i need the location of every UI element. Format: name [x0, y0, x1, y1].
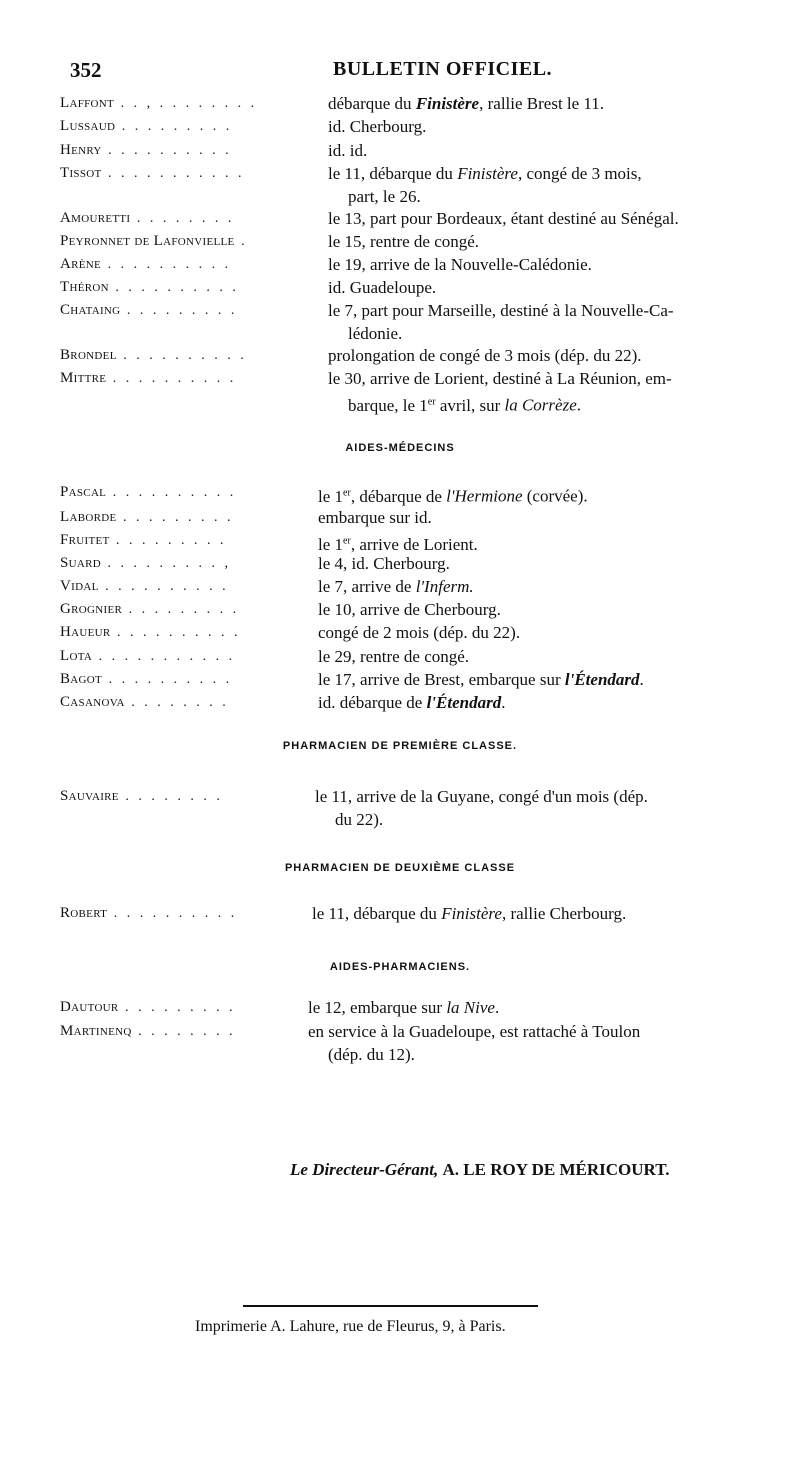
list-item	[60, 230, 770, 253]
section-title-aides-medecins: AIDES-MÉDECINS	[345, 442, 455, 454]
list-item	[60, 575, 770, 598]
list-item	[60, 1020, 770, 1066]
text-run: prolongation de congé de 3 mois (dép. du 22).	[328, 346, 642, 365]
list-item	[60, 785, 770, 831]
entry-description	[328, 253, 592, 276]
entry-name-text: Martinenq	[60, 1023, 132, 1039]
ship-name: l'Hermione	[446, 486, 523, 506]
entry-description	[318, 668, 644, 691]
entry-description	[312, 902, 626, 925]
entry-description	[328, 344, 642, 367]
leader-dots: . . , . . . . . . . .	[114, 96, 258, 111]
text-run: embarque sur id.	[318, 508, 432, 527]
text-run: le 7, arrive de	[318, 577, 416, 596]
leader-dots: . . . . . . . . . . .	[101, 166, 245, 181]
text-run: , rallie Brest le 11.	[479, 94, 605, 113]
text-run: barque, le 1er avril, sur	[348, 395, 505, 415]
leader-dots: . . . . . . . . . .	[102, 672, 233, 687]
list-item	[60, 481, 770, 504]
entry-name-text: Lussaud	[60, 118, 116, 134]
text-run: .	[639, 670, 644, 689]
page-number: 352	[70, 58, 102, 82]
leader-dots: . . . . . . . . . .	[106, 485, 237, 500]
page-header	[70, 58, 725, 82]
leader-dots: . . . . . . . .	[130, 211, 235, 226]
list-item	[60, 691, 770, 714]
entry-description	[328, 92, 604, 115]
entry-description	[308, 1020, 640, 1043]
ship-name: Finistère	[457, 164, 518, 183]
entry-name	[60, 506, 234, 529]
entry-name-text: Chataing	[60, 302, 121, 318]
list-item	[60, 621, 770, 644]
entry-name-text: Peyronnet de Lafonvielle	[60, 233, 235, 249]
entry-description	[328, 299, 674, 322]
ship-name: la Nive	[446, 998, 495, 1017]
entry-name	[60, 230, 248, 253]
entry-description	[308, 996, 499, 1019]
text-run: lédonie.	[348, 324, 403, 343]
entry-name-text: Pascal	[60, 484, 107, 500]
entry-name-text: Laborde	[60, 509, 117, 525]
text-run: , congé de 3 mois,	[517, 164, 642, 183]
section-title-pharmacien-premiere: PHARMACIEN DE PREMIÈRE CLASSE.	[282, 740, 518, 752]
entry-name	[60, 115, 232, 138]
entry-description	[328, 230, 479, 253]
entry-name	[60, 481, 236, 504]
text-run: id. Cherbourg.	[328, 117, 427, 136]
leader-dots: . . . . . . . . . .	[107, 906, 238, 921]
entry-name-text: Dautour	[60, 999, 119, 1015]
text-run: .	[494, 998, 500, 1017]
entry-name	[60, 996, 236, 1019]
list-item	[60, 367, 770, 413]
entry-description	[328, 367, 672, 390]
text-run: le 13, part pour Bordeaux, étant destiné au Sénégal.	[328, 209, 679, 228]
entry-name	[60, 1020, 236, 1043]
entry-name-text: Henry	[60, 142, 102, 158]
text-run: part, le 26.	[348, 187, 421, 206]
entry-name-text: Amouretti	[60, 210, 131, 226]
entry-description	[328, 207, 679, 230]
entry-description-continued	[348, 322, 402, 345]
text-run: .	[501, 693, 506, 712]
text-run: en service à la Guadeloupe, est rattaché à Toulon	[308, 1022, 641, 1041]
imprint-line: Imprimerie A. Lahure, rue de Fleurus, 9, à Paris.	[195, 1318, 506, 1335]
entry-name-text: Bagot	[60, 671, 103, 687]
entry-name-text: Tissot	[60, 165, 102, 181]
leader-dots: . . . . . . . . . .	[101, 143, 232, 158]
entry-name	[60, 691, 229, 714]
entry-name	[60, 139, 232, 162]
leader-dots: . . . . . . . . .	[118, 1000, 236, 1015]
entry-name	[60, 598, 239, 621]
entry-description-continued	[348, 185, 421, 208]
entry-name	[60, 92, 257, 115]
entry-name	[60, 207, 234, 230]
entry-description-continued	[328, 1043, 415, 1066]
entry-name-text: Arène	[60, 256, 102, 272]
ship-name: l'Étendard	[564, 670, 640, 689]
text-run: (dép. du 12).	[328, 1045, 415, 1064]
leader-dots: . . . . . . . . . .	[106, 371, 237, 386]
text-run: le 10, arrive de Cherbourg.	[318, 600, 501, 619]
entry-description	[318, 575, 474, 598]
entry-name-text: Robert	[60, 905, 108, 921]
list-item	[60, 115, 770, 138]
entry-name	[60, 902, 237, 925]
leader-dots: . . . . . . . . .	[122, 602, 240, 617]
text-run: , rallie Cherbourg.	[501, 904, 627, 923]
entry-name-text: Mittre	[60, 370, 107, 386]
leader-dots: . . . . . . . . .	[115, 119, 233, 134]
entry-description	[328, 162, 642, 185]
entry-description	[318, 645, 469, 668]
entry-description-continued	[335, 808, 383, 831]
entry-name	[60, 253, 231, 276]
list-item	[60, 162, 770, 208]
text-run: (corvée).	[522, 486, 588, 506]
list-item	[60, 668, 770, 691]
list-item	[60, 299, 770, 345]
entry-name	[60, 668, 232, 691]
entry-name-text: Laffont	[60, 95, 115, 111]
footer-rule	[243, 1305, 538, 1307]
leader-dots: . . . . . . . .	[124, 695, 229, 710]
list-item	[60, 529, 770, 552]
entry-description	[318, 598, 501, 621]
text-run: le 12, embarque sur	[308, 998, 447, 1017]
text-run: id. id.	[328, 141, 368, 160]
entry-name	[60, 367, 236, 390]
entry-name-text: Brondel	[60, 347, 117, 363]
text-run: le 1er, débarque de	[318, 486, 447, 506]
signature-role: Le Directeur-Gérant,	[290, 1160, 439, 1179]
superscript: er	[343, 487, 351, 498]
ship-name: Finistère	[441, 904, 502, 923]
entry-name	[60, 344, 247, 367]
list-item	[60, 139, 770, 162]
text-run: le 4, id. Cherbourg.	[318, 554, 450, 573]
text-run: .	[576, 395, 581, 415]
entry-description	[318, 481, 588, 508]
text-run: le 1er, arrive de Lorient.	[318, 534, 478, 554]
list-item	[60, 276, 770, 299]
text-run: le 15, rentre de congé.	[328, 232, 480, 251]
list-item	[60, 506, 770, 529]
entry-name-text: Lota	[60, 648, 93, 664]
entry-description	[328, 115, 426, 138]
leader-dots: . . . . . . . . . ,	[101, 556, 232, 571]
section-title-pharmacien-deuxieme: PHARMACIEN DE DEUXIÈME CLASSE	[284, 862, 516, 874]
entry-description	[328, 139, 367, 162]
ship-name: la Corrèze	[504, 395, 577, 415]
leader-dots: . . . . . . . . . .	[116, 348, 247, 363]
leader-dots: . . . . . . . . .	[109, 533, 227, 548]
entry-name	[60, 575, 229, 598]
leader-dots: . . . . . . . . . .	[110, 625, 241, 640]
list-item	[60, 902, 770, 925]
leader-dots: . . . . . . . . . . .	[92, 649, 236, 664]
text-run: congé de 2 mois (dép. du 22).	[318, 623, 521, 642]
entry-description	[318, 506, 432, 529]
leader-dots: . . . . . . . . .	[116, 510, 234, 525]
entry-name-text: Casanova	[60, 694, 125, 710]
text-run: id. débarque de	[318, 693, 427, 712]
entry-description	[318, 691, 505, 714]
entry-description	[318, 552, 450, 575]
leader-dots: . . . . . . . .	[118, 789, 223, 804]
ship-name: l'Inferm.	[415, 577, 474, 596]
text-run: le 11, arrive de la Guyane, congé d'un mois (dép.	[315, 787, 648, 806]
list-item	[60, 253, 770, 276]
entry-name-text: Suard	[60, 555, 102, 571]
list-item	[60, 645, 770, 668]
leader-dots: . . . . . . . .	[131, 1024, 236, 1039]
entry-name	[60, 299, 237, 322]
ship-name: l'Étendard	[426, 693, 502, 712]
entry-name-text: Vidal	[60, 578, 99, 594]
entry-name	[60, 552, 231, 575]
superscript: er	[343, 535, 351, 546]
ship-name: Finistère	[415, 94, 480, 113]
signature	[290, 1160, 670, 1180]
leader-dots: . . . . . . . . . .	[108, 280, 239, 295]
text-run: le 19, arrive de la Nouvelle-Calédonie.	[328, 255, 592, 274]
text-run: le 11, débarque du	[312, 904, 442, 923]
entry-name	[60, 621, 241, 644]
list-item	[60, 344, 770, 367]
text-run: le 11, débarque du	[328, 164, 458, 183]
entry-name	[60, 276, 239, 299]
entry-description	[315, 785, 648, 808]
text-run: le 30, arrive de Lorient, destiné à La Réunion, em-	[328, 369, 672, 388]
entry-name-text: Sauvaire	[60, 788, 119, 804]
entry-name-text: Haueur	[60, 624, 111, 640]
leader-dots: .	[234, 234, 248, 249]
text-run: du 22).	[335, 810, 384, 829]
leader-dots: . . . . . . . . .	[120, 303, 238, 318]
entry-description-continued	[348, 390, 581, 417]
entry-name	[60, 529, 227, 552]
section-title-aides-pharmaciens: AIDES-PHARMACIENS.	[329, 961, 471, 973]
list-item	[60, 92, 770, 115]
page-title: BULLETIN OFFICIEL.	[333, 58, 553, 80]
entry-name	[60, 785, 223, 808]
entry-name-text: Grognier	[60, 601, 123, 617]
text-run: id. Guadeloupe.	[328, 278, 437, 297]
entry-description	[318, 621, 520, 644]
superscript: er	[427, 396, 436, 407]
entry-name-text: Fruitet	[60, 532, 110, 548]
list-item	[60, 552, 770, 575]
entry-name-text: Théron	[60, 279, 109, 295]
entry-description	[328, 276, 436, 299]
text-run: le 17, arrive de Brest, embarque sur	[318, 670, 565, 689]
leader-dots: . . . . . . . . . .	[98, 579, 229, 594]
text-run: le 7, part pour Marseille, destiné à la Nouvelle-Ca-	[328, 301, 674, 320]
text-run: le 29, rentre de congé.	[318, 647, 470, 666]
list-item	[60, 207, 770, 230]
entry-name	[60, 645, 235, 668]
signature-name: A. LE ROY DE MÉRICOURT.	[442, 1160, 670, 1179]
list-item	[60, 996, 770, 1019]
text-run: débarque du	[328, 94, 416, 113]
leader-dots: . . . . . . . . . .	[101, 257, 232, 272]
entry-name	[60, 162, 245, 185]
list-item	[60, 598, 770, 621]
